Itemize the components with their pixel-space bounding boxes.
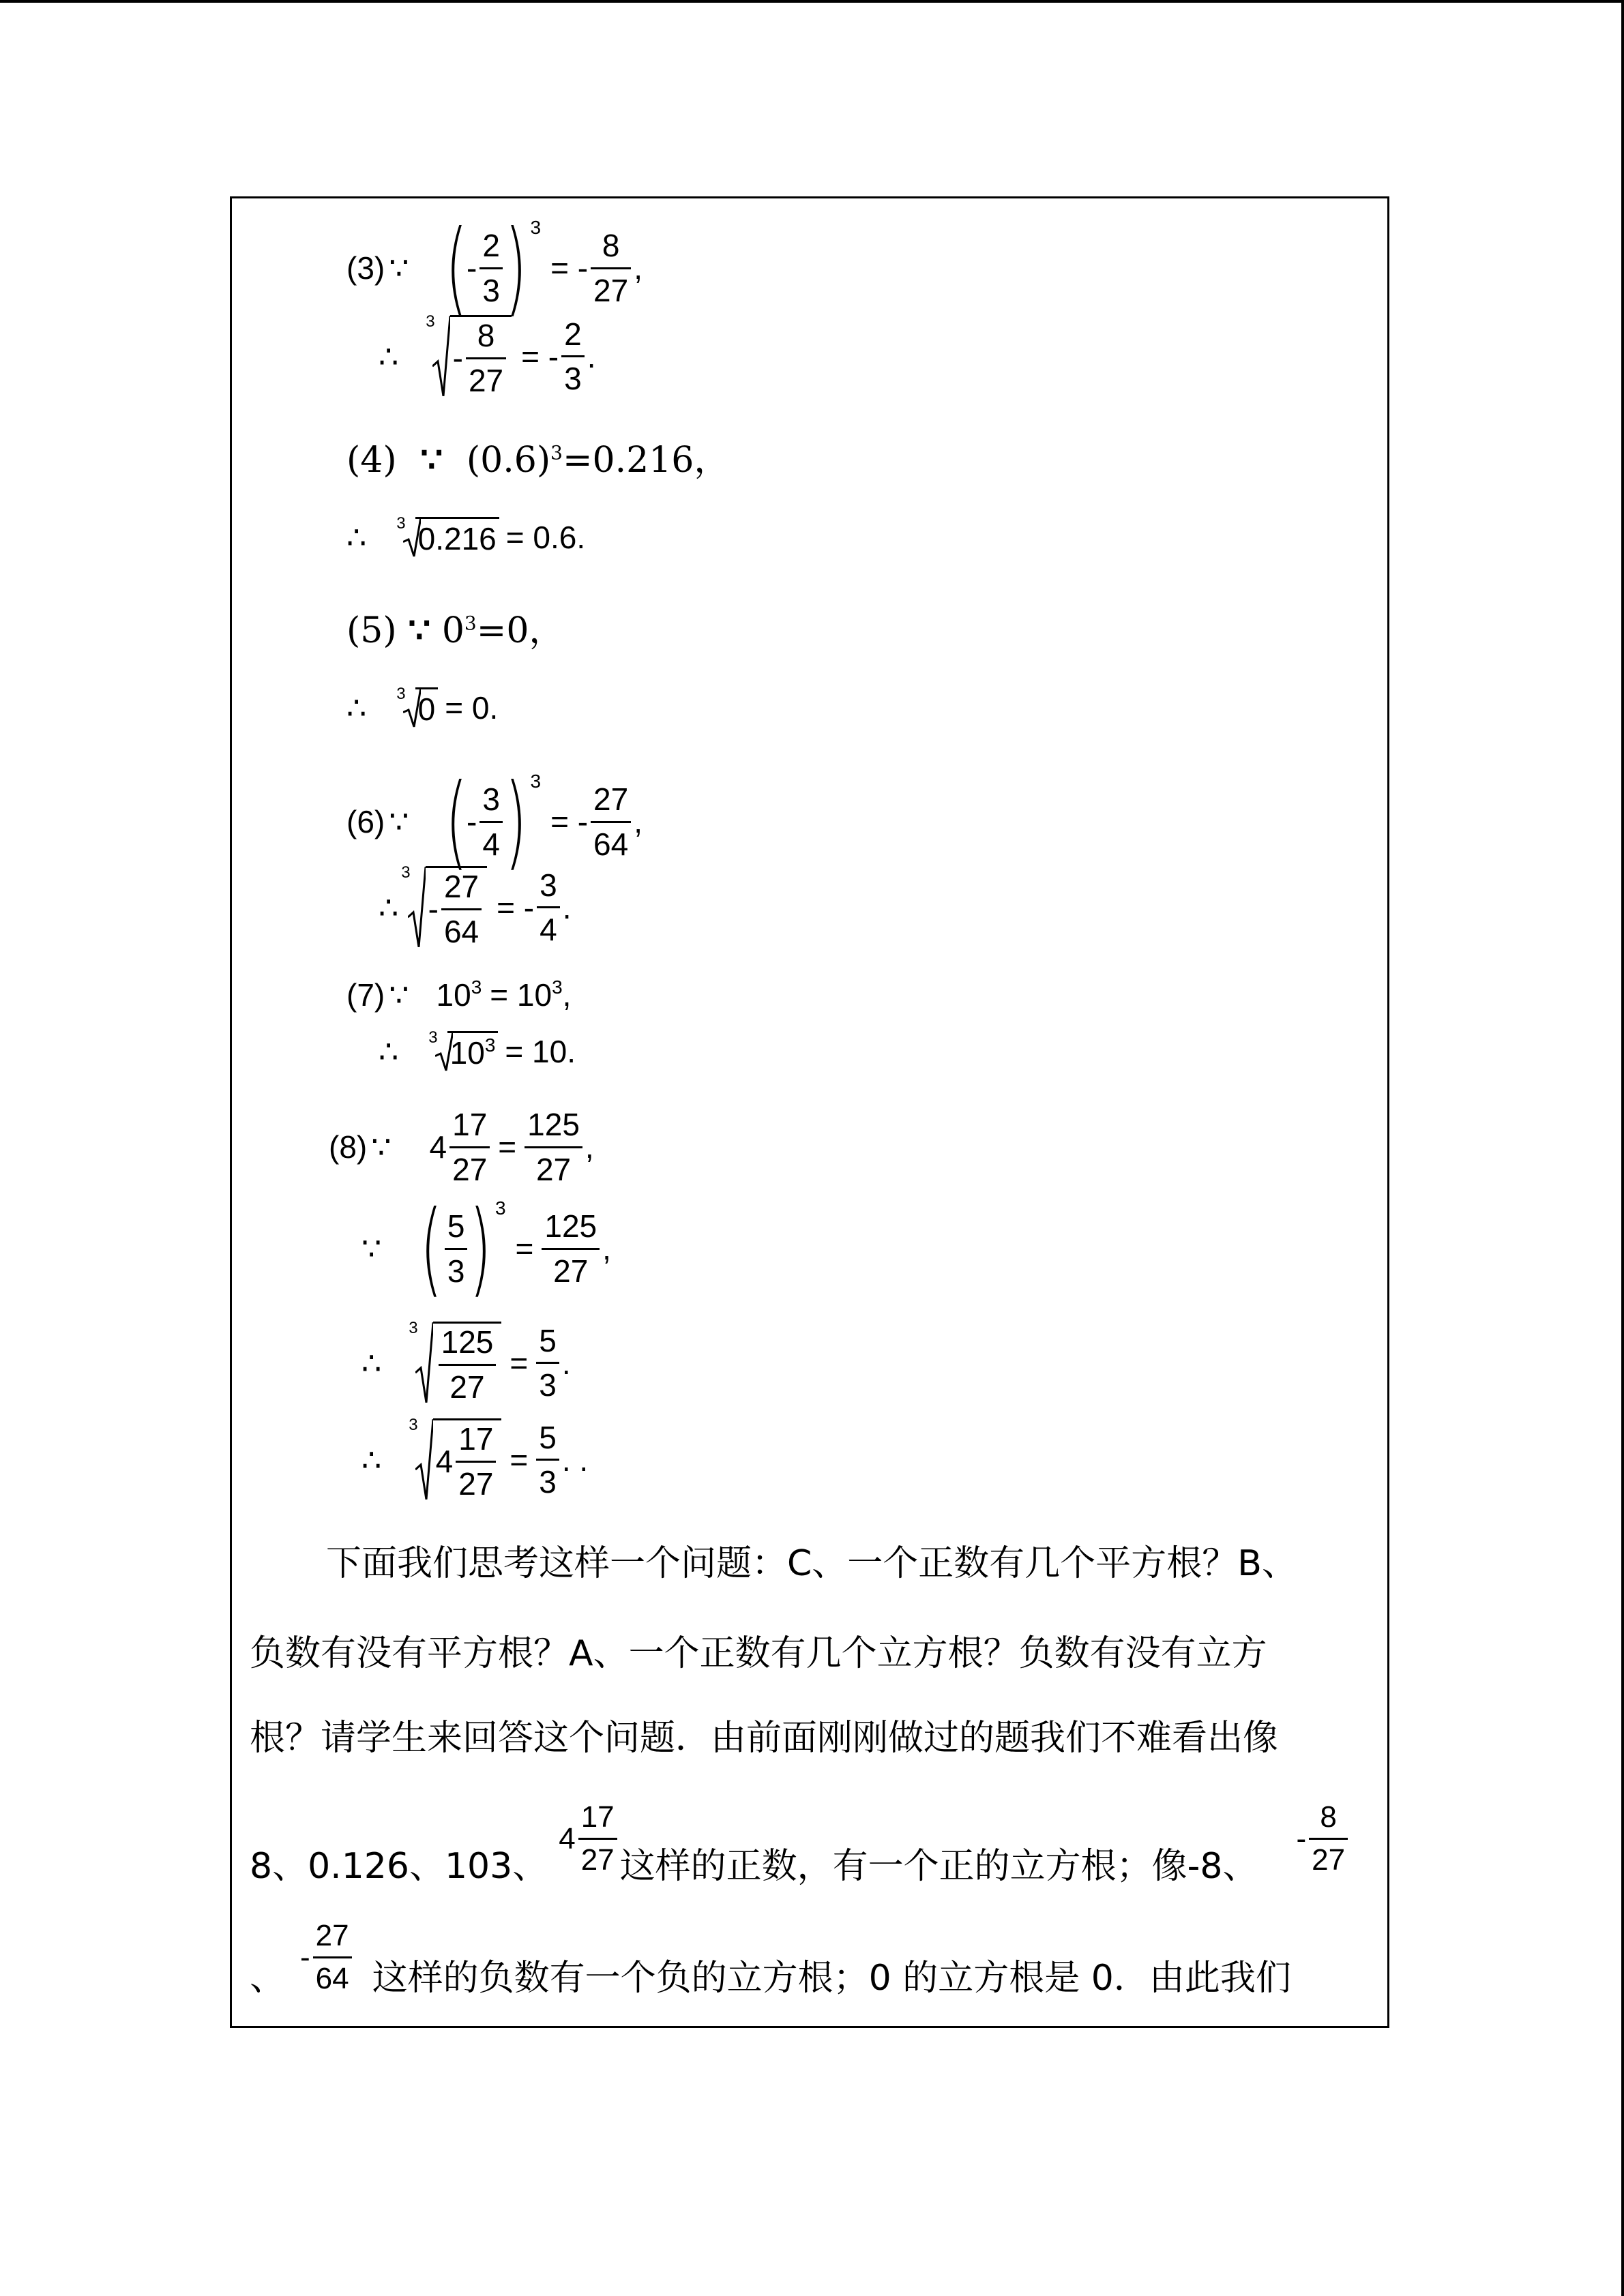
minus-sign: -	[428, 891, 439, 927]
numerator: 125	[544, 1208, 597, 1244]
minus-sign: -	[1296, 1821, 1307, 1855]
cube-root	[409, 1319, 501, 1405]
root-index: 3	[396, 514, 406, 533]
fraction	[591, 228, 631, 308]
fraction	[536, 1420, 559, 1500]
fraction	[1309, 1801, 1348, 1877]
base-value: 10	[436, 977, 471, 1013]
numerator: 2	[482, 227, 500, 263]
negative-fraction	[1297, 1801, 1351, 1877]
item-6-line-1	[346, 762, 643, 881]
fraction	[466, 318, 506, 398]
denominator: 3	[539, 1464, 557, 1500]
paragraph-line-1: 下面我们思考这样一个问题：C、一个正数有几个平方根？B、	[326, 1543, 1297, 1584]
item-6-line-2	[379, 863, 572, 949]
left-paren: (	[420, 1189, 443, 1308]
paragraph-line-5	[250, 1915, 1291, 2000]
denominator: 3	[482, 272, 500, 308]
minus-sign: -	[452, 340, 463, 376]
exponent: 3	[530, 217, 542, 238]
paragraph-line-2: 负数有没有平方根？A、一个正数有几个立方根？负数有没有立方	[250, 1633, 1267, 1674]
cube-root	[401, 863, 487, 949]
result-value: =0.216，	[562, 440, 730, 481]
equals-sign: =	[515, 1231, 534, 1266]
punctuation: . .	[561, 1442, 589, 1478]
fraction	[525, 1107, 582, 1187]
numerator: 17	[458, 1421, 494, 1457]
denominator: 3	[447, 1253, 465, 1289]
equals-sign: =	[498, 1129, 517, 1165]
denominator: 27	[458, 1465, 494, 1502]
punctuation: ,	[585, 1129, 594, 1165]
paragraph-text: 8、0.126、103、	[250, 1846, 548, 1887]
item-5-line-1	[346, 601, 564, 653]
numerator: 17	[580, 1800, 615, 1834]
fraction	[537, 868, 560, 947]
radical-sign	[435, 1031, 447, 1071]
radicand: 0	[415, 687, 439, 728]
equals-sign: =	[510, 1345, 529, 1381]
paragraph-line-3: 根？请学生来回答这个问题．由前面刚刚做过的题我们不难看出像	[250, 1718, 1279, 1759]
whole-number: 4	[559, 1821, 576, 1855]
whole-number: 4	[429, 1129, 447, 1165]
item-7-line-2	[379, 1028, 576, 1071]
exponent: 3	[464, 612, 477, 635]
denominator: 64	[593, 826, 629, 862]
whole-number: 4	[435, 1444, 454, 1480]
therefore-symbol: ∴	[379, 338, 399, 374]
punctuation: ,	[634, 804, 643, 839]
mixed-number	[559, 1801, 619, 1877]
left-paren: (	[445, 209, 467, 327]
therefore-symbol: ∴	[379, 1033, 399, 1069]
cube-root	[426, 312, 512, 398]
therefore-symbol: ∴	[361, 1442, 382, 1478]
denominator: 64	[315, 1962, 349, 1995]
since-symbol: ∵	[361, 1231, 382, 1266]
radical-sign	[415, 1418, 433, 1501]
equals-sign: = -	[550, 804, 589, 839]
punctuation: ,	[602, 1231, 611, 1266]
item-8-line-3	[361, 1319, 571, 1405]
item-label: (8)	[329, 1129, 368, 1165]
right-paren: )	[505, 209, 527, 327]
minus-sign: -	[300, 1940, 310, 1974]
item-5-line-2	[346, 687, 498, 728]
numerator: 8	[1320, 1800, 1337, 1834]
radical-sign	[432, 315, 450, 398]
fraction	[536, 1324, 559, 1403]
exponent: 3	[550, 441, 563, 464]
denominator: 27	[468, 362, 504, 398]
paragraph-text: 这样的正数，有一个正的立方根；像-8、	[619, 1846, 1258, 1887]
item-3-line-1	[346, 209, 643, 327]
numerator: 5	[539, 1322, 557, 1358]
radical-sign	[408, 866, 426, 949]
fraction	[439, 1325, 497, 1404]
paragraph-text: 、	[250, 1958, 286, 1999]
denominator: 4	[482, 826, 500, 862]
item-8-line-2	[361, 1189, 611, 1308]
fraction	[591, 782, 631, 861]
punctuation: ,	[562, 977, 572, 1013]
fraction	[542, 1209, 600, 1288]
numerator: 3	[540, 867, 557, 903]
radicand: 0.216	[415, 517, 499, 557]
since-symbol: ∵	[408, 610, 431, 651]
exponent: 3	[494, 1197, 506, 1219]
numerator: 27	[443, 869, 479, 904]
equals-value: = 10	[490, 977, 552, 1013]
numerator: 3	[482, 781, 500, 817]
fraction	[479, 228, 503, 308]
therefore-symbol: ∴	[379, 889, 399, 925]
item-label: (7)	[346, 977, 385, 1013]
root-index: 3	[426, 312, 435, 331]
fraction	[561, 317, 585, 396]
fraction	[449, 1107, 490, 1187]
exponent: 3	[484, 1034, 496, 1056]
root-index: 3	[396, 685, 406, 703]
root-index: 3	[409, 1416, 418, 1434]
item-7-line-1	[346, 976, 571, 1013]
cube-root	[396, 687, 438, 728]
numerator: 17	[452, 1107, 488, 1142]
cube-root	[396, 514, 499, 557]
denominator: 64	[443, 913, 479, 949]
denominator: 27	[535, 1151, 572, 1187]
denominator: 27	[452, 1151, 488, 1187]
equals-sign: = -	[497, 889, 535, 925]
numerator: 8	[477, 318, 495, 353]
equals-sign: = -	[550, 250, 589, 286]
therefore-symbol: ∴	[346, 689, 367, 726]
item-8-line-1	[329, 1107, 594, 1187]
cube-root	[428, 1028, 498, 1071]
result: = 0.6.	[505, 519, 586, 555]
base-value: (0.6)	[466, 440, 551, 481]
radical-sign	[403, 517, 415, 557]
exponent: 3	[471, 976, 482, 998]
item-label: (3)	[346, 250, 385, 286]
root-index: 3	[409, 1319, 418, 1337]
denominator: 27	[553, 1253, 589, 1289]
root-index: 3	[401, 863, 411, 882]
numerator: 5	[539, 1419, 557, 1455]
cube-root	[409, 1418, 501, 1501]
punctuation: .	[587, 338, 596, 374]
numerator: 5	[447, 1208, 465, 1244]
paragraph-text: 这样的负数有一个负的立方根；0 的立方根是 0．由此我们	[372, 1958, 1291, 1999]
since-symbol: ∵	[389, 250, 409, 286]
denominator: 3	[564, 361, 582, 397]
equals-sign: =	[510, 1442, 529, 1478]
minus-sign: -	[467, 250, 477, 286]
since-symbol: ∵	[420, 439, 443, 481]
item-4-line-2	[346, 514, 586, 557]
numerator: 125	[527, 1107, 580, 1142]
since-symbol: ∵	[389, 977, 409, 1013]
therefore-symbol: ∴	[346, 519, 367, 555]
numerator: 8	[602, 227, 620, 263]
equals-sign: = -	[521, 338, 559, 374]
numerator: 27	[593, 781, 629, 817]
item-label: (6)	[346, 804, 385, 839]
punctuation: ,	[634, 250, 643, 286]
therefore-symbol: ∴	[361, 1345, 382, 1381]
radicand: 10	[449, 1035, 485, 1071]
since-symbol: ∵	[389, 804, 409, 839]
numerator: 27	[315, 1918, 349, 1952]
fraction	[456, 1422, 496, 1501]
minus-sign: -	[467, 804, 477, 839]
item-8-line-4	[361, 1418, 588, 1501]
denominator: 27	[449, 1369, 485, 1405]
item-label: (4)	[346, 440, 397, 481]
result-value: =0，	[476, 610, 565, 651]
fraction	[445, 1209, 468, 1288]
exponent: 3	[530, 771, 542, 792]
denominator: 27	[580, 1843, 615, 1877]
negative-fraction	[300, 1920, 355, 1996]
right-paren: )	[505, 762, 527, 881]
numerator: 2	[564, 316, 582, 352]
base-value: 0	[441, 610, 464, 651]
punctuation: .	[562, 889, 572, 925]
denominator: 27	[593, 272, 629, 308]
result: = 0.	[445, 689, 499, 726]
fraction	[313, 1920, 352, 1996]
punctuation: .	[561, 1345, 571, 1381]
exponent: 3	[552, 976, 563, 998]
result: = 10.	[505, 1033, 576, 1069]
fraction	[578, 1801, 617, 1877]
numerator: 125	[441, 1324, 494, 1360]
page-right-border	[1621, 0, 1624, 2296]
left-paren: (	[445, 762, 467, 881]
item-label: (5)	[346, 610, 397, 651]
page-top-border	[0, 0, 1624, 3]
paragraph-line-4	[250, 1789, 1350, 1888]
fraction	[441, 869, 482, 949]
radical-sign	[415, 1322, 433, 1404]
denominator: 3	[539, 1367, 557, 1403]
since-symbol: ∵	[371, 1129, 392, 1165]
denominator: 4	[540, 912, 557, 948]
right-paren: )	[469, 1189, 492, 1308]
denominator: 27	[1312, 1843, 1346, 1877]
item-4-line-1	[346, 431, 729, 482]
fraction	[479, 782, 503, 861]
item-3-line-2	[379, 312, 596, 398]
root-index: 3	[428, 1028, 438, 1047]
radical-sign	[403, 687, 415, 728]
